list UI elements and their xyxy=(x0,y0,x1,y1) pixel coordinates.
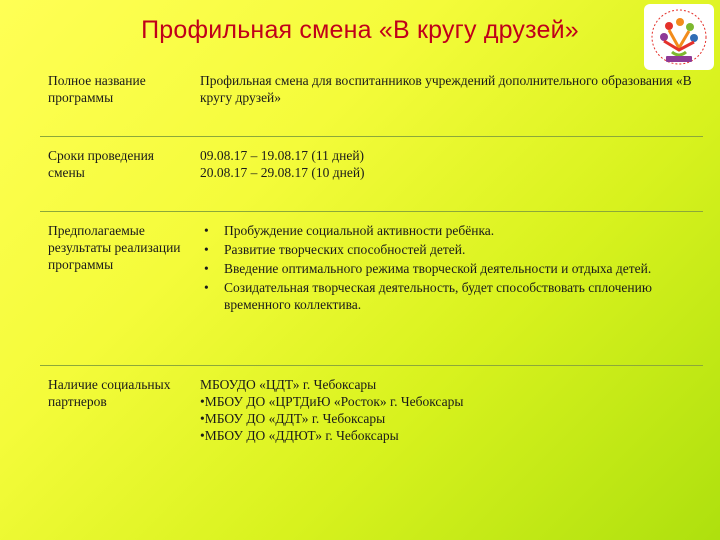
table-row xyxy=(40,137,703,212)
partner-item: •МБОУ ДО «ДДЮТ» г. Чебоксары xyxy=(200,428,399,443)
program-table xyxy=(40,62,703,502)
date-range-2: 20.08.17 – 29.08.17 (10 дней) xyxy=(200,165,365,180)
page-title: Профильная смена «В кругу друзей» xyxy=(141,16,579,44)
table-row xyxy=(40,212,703,366)
partner-item: МБОУДО «ЦДТ» г. Чебоксары xyxy=(200,377,377,392)
row-label-full-name: Полное название программы xyxy=(48,73,146,105)
row-value-dates xyxy=(192,137,703,212)
table-row xyxy=(40,366,703,503)
row-value-full-name: Профильная смена для воспитанников учреждений дополнительного образования «В кругу друзей» xyxy=(200,73,692,105)
row-label-dates: Сроки проведения смены xyxy=(48,148,155,180)
row-label-results: Предполагаемые результаты реализации программы xyxy=(48,223,181,272)
list-item: • Созидательная творческая деятельность, будет способствовать сплочению временного коллектива. xyxy=(200,279,697,313)
list-item: • Введение оптимального режима творческой деятельности и отдыха детей. xyxy=(200,260,697,277)
list-item: • Пробуждение социальной активности ребёнка. xyxy=(200,222,697,239)
partner-item: •МБОУ ДО «ЦРТДиЮ «Росток» г. Чебоксары xyxy=(200,394,464,409)
row-value-results xyxy=(192,212,703,366)
camp-logo-icon xyxy=(644,4,714,70)
results-list xyxy=(200,222,697,313)
date-range-1: 09.08.17 – 19.08.17 (11 дней) xyxy=(200,148,365,163)
table-row xyxy=(40,62,703,137)
list-item: • Развитие творческих способностей детей. xyxy=(200,241,697,258)
row-value-partners xyxy=(192,366,703,503)
partner-item: •МБОУ ДО «ДДТ» г. Чебоксары xyxy=(200,411,386,426)
row-label-partners: Наличие социальных партнеров xyxy=(48,377,171,409)
